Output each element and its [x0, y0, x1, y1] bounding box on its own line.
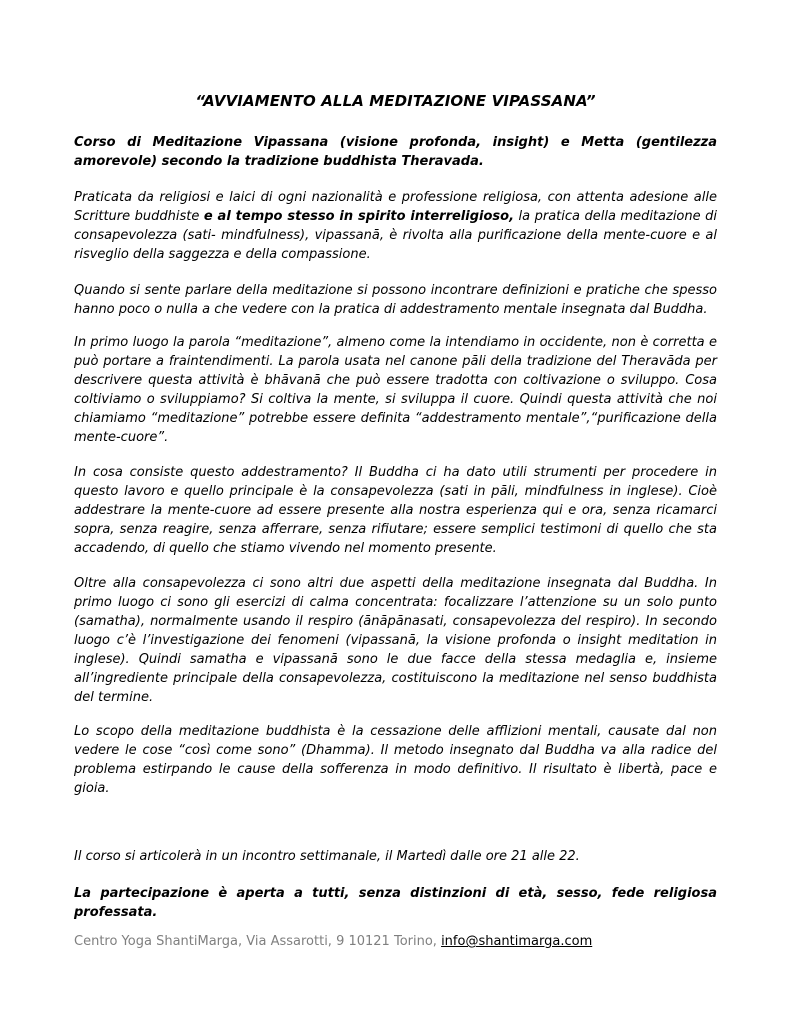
paragraph-purpose: Lo scopo della meditazione buddhista è la cessazione delle afflizioni mentali, causate dal non vedere le cose “così come sono” (Dhamma). Il metodo insegnato dal Buddha va alla radice del problema estirpando le cause della sofferenza in modo definitivo. Il risultato è libertà, pace e gioia. — [74, 724, 717, 796]
intro-paragraph: Corso di Meditazione Vipassana (visione profonda, insight) e Metta (gentilezza amorevole) secondo la tradizione buddhista Theravada. — [74, 135, 717, 169]
paragraph-meditation-word: In primo luogo la parola “meditazione”, almeno come la intendiamo in occidente, non è corretta e può portare a fraintendimenti. La parola usata nel canone pāli della tradizione del Theravāda per descrivere questa attività è bhāvanā che può essere tradotta con coltivazione o sviluppo. Cosa coltiviamo o sviluppiamo? Si coltiva la mente, si sviluppa il cuore. Quindi questa attività che noi chiamiamo “meditazione” potrebbe essere definita “addestramento mentale”,“purificazione della mente-cuore”. — [74, 335, 717, 445]
paragraph-practice — [74, 188, 717, 264]
paragraph-practice-part1: Praticata da religiosi e laici di ogni nazionalità e professione religiosa, con attenta adesione alle Scritture buddhiste — [74, 190, 717, 224]
participation-line: La partecipazione è aperta a tutti, senza distinzioni di età, sesso, fede religiosa professata. — [74, 886, 717, 920]
paragraph-practice-part2: la pratica della meditazione di consapevolezza (sati- mindfulness), vipassanā, è rivolta alla purificazione della mente-cuore e al risveglio della saggezza e della compassione. — [74, 209, 717, 262]
paragraph-definitions: Quando si sente parlare della meditazione si possono incontrare definizioni e pratiche che spesso hanno poco o nulla a che vedere con la pratica di addestramento mentale insegnata dal Buddha. — [74, 283, 717, 317]
footer-address: Centro Yoga ShantiMarga, Via Assarotti, 9 10121 Torino, — [74, 934, 442, 949]
paragraph-training: In cosa consiste questo addestramento? Il Buddha ci ha dato utili strumenti per procedere in questo lavoro e quello principale è la consapevolezza (sati in pāli, mindfulness in inglese). Cioè addestrare la mente-cuore ad essere presente alla nostra esperienza qui e ora, senza ricamarci sopra, senza reagire, senza afferrare, senza rifiutare; essere semplici testimoni di quello che sta accadendo, di quello che stiamo vivendo nel momento presente. — [74, 465, 717, 556]
paragraph-practice-emphasis: e al tempo stesso in spirito interreligioso, — [203, 209, 515, 224]
document-title: “AVVIAMENTO ALLA MEDITAZIONE VIPASSANA” — [195, 92, 596, 110]
footer-email-link[interactable]: info@shantimarga.com — [441, 934, 593, 949]
footer-contact — [74, 934, 717, 949]
paragraph-aspects: Oltre alla consapevolezza ci sono altri due aspetti della meditazione insegnata dal Buddha. In primo luogo ci sono gli esercizi di calma concentrata: focalizzare l’attenzione su un solo punto (samatha), normalmente usando il respiro (ānāpānasati, consapevolezza del respiro). In secondo luogo c’è l’investigazione dei fenomeni (vipassanā, la visione profonda o insight meditation in inglese). Quindi samatha e vipassanā sono le due facce della stessa medaglia e, insieme all’ingrediente principale della consapevolezza, costituiscono la meditazione nel senso buddhista del termine. — [74, 576, 717, 705]
schedule-line: Il corso si articolerà in un incontro settimanale, il Martedì dalle ore 21 alle 22. — [74, 849, 580, 864]
